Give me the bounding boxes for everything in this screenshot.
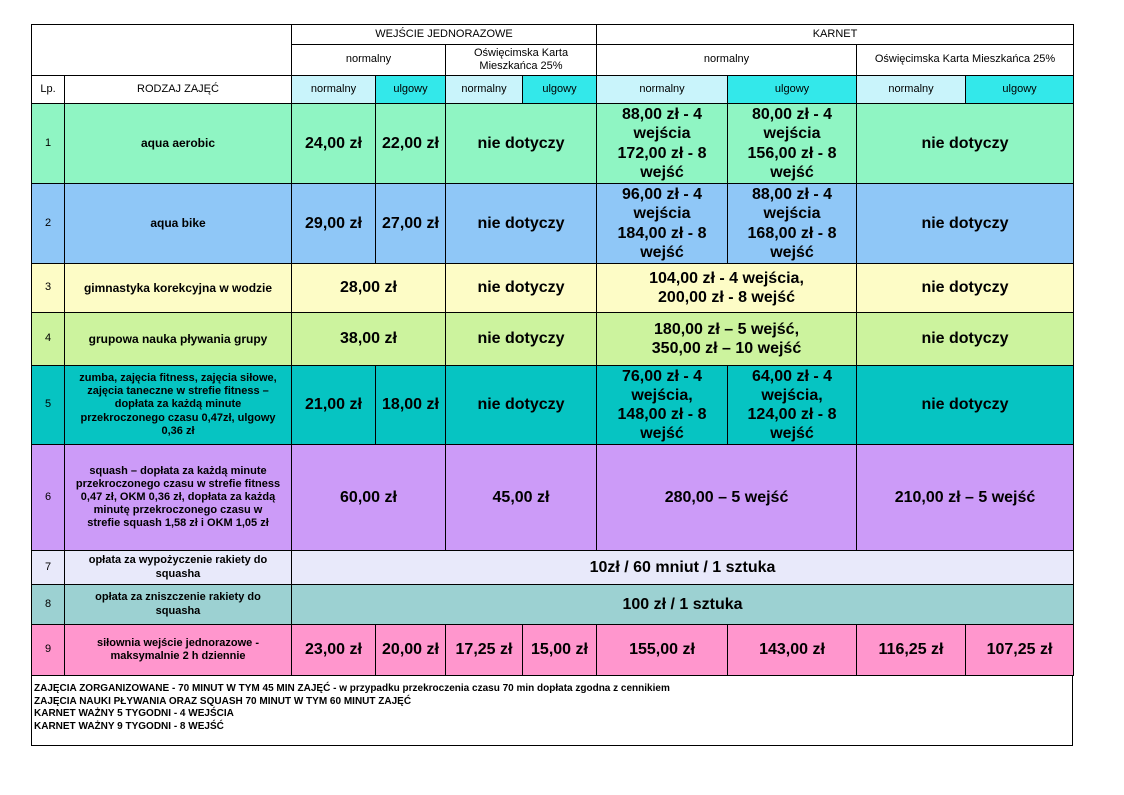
table-row <box>32 184 1074 264</box>
header-single-entry: WEJŚCIE JEDNORAZOWE <box>292 25 597 45</box>
activity-name <box>65 551 292 585</box>
price-cell: 38,00 zł <box>292 313 446 366</box>
price-cell: nie dotyczy <box>857 184 1074 264</box>
activity-name: grupowa nauka pływania grupy <box>65 313 292 366</box>
price-cell: 21,00 zł <box>292 366 376 445</box>
price-line: wejścia <box>763 205 821 223</box>
price-cell: nie dotyczy <box>446 264 597 313</box>
table-row <box>32 264 1074 313</box>
price-line: 168,00 zł - 8 <box>747 224 837 242</box>
header-pass-okm: Oświęcimska Karta Mieszkańca 25% <box>857 45 1074 76</box>
price-line: 64,00 zł - 4 <box>751 367 833 385</box>
price-cell <box>597 184 728 264</box>
activity-name <box>65 366 292 445</box>
price-cell <box>728 184 857 264</box>
header-sub-normal: normalny <box>292 76 376 104</box>
price-cell: 155,00 zł <box>597 625 728 676</box>
row-number: 8 <box>32 585 65 625</box>
name-line: dopłata za każdą minute <box>114 398 242 411</box>
price-cell: 17,25 zł <box>446 625 523 676</box>
price-line: wejścia, <box>631 386 693 404</box>
price-cell: 28,00 zł <box>292 264 446 313</box>
price-line: 88,00 zł - 4 <box>621 106 703 124</box>
price-cell: nie dotyczy <box>857 104 1074 184</box>
price-cell: nie dotyczy <box>857 366 1074 445</box>
price-line: 76,00 zł - 4 <box>621 367 703 385</box>
price-cell <box>597 104 728 184</box>
header-row-3 <box>32 76 1074 104</box>
header-empty <box>32 25 292 76</box>
row-number: 2 <box>32 184 65 264</box>
price-cell <box>597 264 857 313</box>
price-cell: 143,00 zł <box>728 625 857 676</box>
name-line: squasha <box>155 567 201 580</box>
price-line: 350,00 zł – 10 wejść <box>651 340 802 357</box>
price-cell: 100 zł / 1 sztuka <box>292 585 1074 625</box>
name-line: zumba, zajęcia fitness, zajęcia siłowe, <box>79 372 277 385</box>
activity-name: aqua bike <box>65 184 292 264</box>
activity-name: aqua aerobic <box>65 104 292 184</box>
header-single-normal: normalny <box>292 45 446 76</box>
price-line: wejścia <box>763 125 821 143</box>
price-line: 200,00 zł - 8 wejść <box>658 289 795 306</box>
name-line: zajęcia taneczne w strefie fitness – <box>87 385 269 398</box>
name-line: przekroczonego czasu w strefie fitness <box>75 477 281 490</box>
price-line: wejść <box>640 425 684 443</box>
price-line: 88,00 zł - 4 <box>751 186 833 204</box>
name-line: opłata za zniszczenie rakiety do <box>95 591 261 604</box>
table-row <box>32 445 1074 551</box>
price-cell: nie dotyczy <box>446 104 597 184</box>
note-line: KARNET WAŻNY 9 TYGODNI - 8 WEJŚĆ <box>34 720 224 732</box>
price-line: wejść <box>640 243 684 261</box>
table-row <box>32 585 1074 625</box>
price-cell: 10zł / 60 mniut / 1 sztuka <box>292 551 1074 585</box>
name-line: squash – dopłata za każdą minute <box>89 464 267 477</box>
price-line: 104,00 zł - 4 wejścia, <box>649 269 804 287</box>
price-line: wejścia, <box>761 386 823 404</box>
table-row <box>32 313 1074 366</box>
row-number: 1 <box>32 104 65 184</box>
price-cell: 45,00 zł <box>446 445 597 551</box>
price-line: 96,00 zł - 4 <box>621 186 703 204</box>
price-table <box>31 24 1074 676</box>
row-number: 4 <box>32 313 65 366</box>
activity-name: gimnastyka korekcyjna w wodzie <box>65 264 292 313</box>
header-lp: Lp. <box>32 76 65 104</box>
price-cell: 20,00 zł <box>376 625 446 676</box>
price-line: wejść <box>640 163 684 181</box>
price-cell: nie dotyczy <box>446 366 597 445</box>
price-cell <box>597 366 728 445</box>
header-sub-normal: normalny <box>857 76 966 104</box>
header-sub-reduced: ulgowy <box>376 76 446 104</box>
price-cell: 18,00 zł <box>376 366 446 445</box>
activity-name <box>65 585 292 625</box>
name-line: opłata za wypożyczenie rakiety do <box>88 554 268 567</box>
price-line: 156,00 zł - 8 <box>747 144 837 162</box>
activity-name <box>65 445 292 551</box>
price-cell: 15,00 zł <box>523 625 597 676</box>
header-pass: KARNET <box>597 25 1074 45</box>
header-row-1 <box>32 25 1074 45</box>
price-cell: 116,25 zł <box>857 625 966 676</box>
header-single-okm <box>446 45 597 76</box>
price-cell: 22,00 zł <box>376 104 446 184</box>
price-cell: 23,00 zł <box>292 625 376 676</box>
price-cell: nie dotyczy <box>446 313 597 366</box>
price-cell: nie dotyczy <box>446 184 597 264</box>
table-row <box>32 551 1074 585</box>
price-line: 180,00 zł – 5 wejść, <box>654 320 800 338</box>
activity-name <box>65 625 292 676</box>
header-sub-reduced: ulgowy <box>523 76 597 104</box>
header-sub-normal: normalny <box>446 76 523 104</box>
name-line: strefie squash 1,58 zł i OKM 1,05 zł <box>87 517 269 530</box>
price-line: wejścia <box>633 125 691 143</box>
price-line: wejść <box>770 243 814 261</box>
price-cell <box>728 366 857 445</box>
price-cell: 280,00 – 5 wejść <box>597 445 857 551</box>
note-line: ZAJĘCIA ZORGANIZOWANE - 70 MINUT W TYM 45 MIN ZAJĘĆ - w przypadku przekroczenia czasu 70 min dopłata zgodna z cennikiem <box>34 683 670 694</box>
name-line: siłownia wejście jednorazowe - <box>97 636 259 649</box>
price-line: wejść <box>770 425 814 443</box>
note-line: KARNET WAŻNY 5 TYGODNI - 4 WEJŚCIA <box>34 708 234 719</box>
table-row <box>32 104 1074 184</box>
table-row <box>32 366 1074 445</box>
row-number: 9 <box>32 625 65 676</box>
name-line: 0,36 zł <box>161 424 195 437</box>
header-sub-reduced: ulgowy <box>728 76 857 104</box>
header-type: RODZAJ ZAJĘĆ <box>65 76 292 104</box>
row-number: 5 <box>32 366 65 445</box>
row-number: 6 <box>32 445 65 551</box>
price-cell: nie dotyczy <box>857 264 1074 313</box>
price-cell: 24,00 zł <box>292 104 376 184</box>
name-line: przekroczonego czasu 0,47zł, ulgowy <box>80 411 276 424</box>
price-cell: nie dotyczy <box>857 313 1074 366</box>
price-line: 184,00 zł - 8 <box>617 224 707 242</box>
name-line: maksymalnie 2 h dziennie <box>110 650 246 662</box>
row-number: 7 <box>32 551 65 585</box>
price-line: wejścia <box>633 205 691 223</box>
price-line: wejść <box>770 163 814 181</box>
header-okm-line1: Oświęcimska Karta <box>473 46 569 59</box>
price-line: 172,00 zł - 8 <box>617 144 707 162</box>
price-line: 148,00 zł - 8 <box>617 406 707 423</box>
price-cell: 107,25 zł <box>966 625 1074 676</box>
table-row <box>32 625 1074 676</box>
header-sub-normal: normalny <box>597 76 728 104</box>
price-line: 124,00 zł - 8 <box>747 406 837 423</box>
note-line: ZAJĘCIA NAUKI PŁYWANIA ORAZ SQUASH 70 MINUT W TYM 60 MINUT ZAJĘĆ <box>34 695 412 707</box>
name-line: 0,47 zł, OKM 0,36 zł, dopłata za każdą <box>80 490 276 503</box>
price-cell <box>597 313 857 366</box>
header-sub-reduced: ulgowy <box>966 76 1074 104</box>
notes-box <box>31 676 1073 746</box>
header-okm-line2: Mieszkańca 25% <box>479 60 563 72</box>
price-cell: 60,00 zł <box>292 445 446 551</box>
row-number: 3 <box>32 264 65 313</box>
price-line: 80,00 zł - 4 <box>751 106 833 124</box>
header-pass-normal: normalny <box>597 45 857 76</box>
name-line: squasha <box>155 604 201 617</box>
price-cell: 210,00 zł – 5 wejść <box>857 445 1074 551</box>
price-cell <box>728 104 857 184</box>
price-cell: 29,00 zł <box>292 184 376 264</box>
price-cell: 27,00 zł <box>376 184 446 264</box>
name-line: minutę przekroczonego czasu w <box>93 504 263 517</box>
